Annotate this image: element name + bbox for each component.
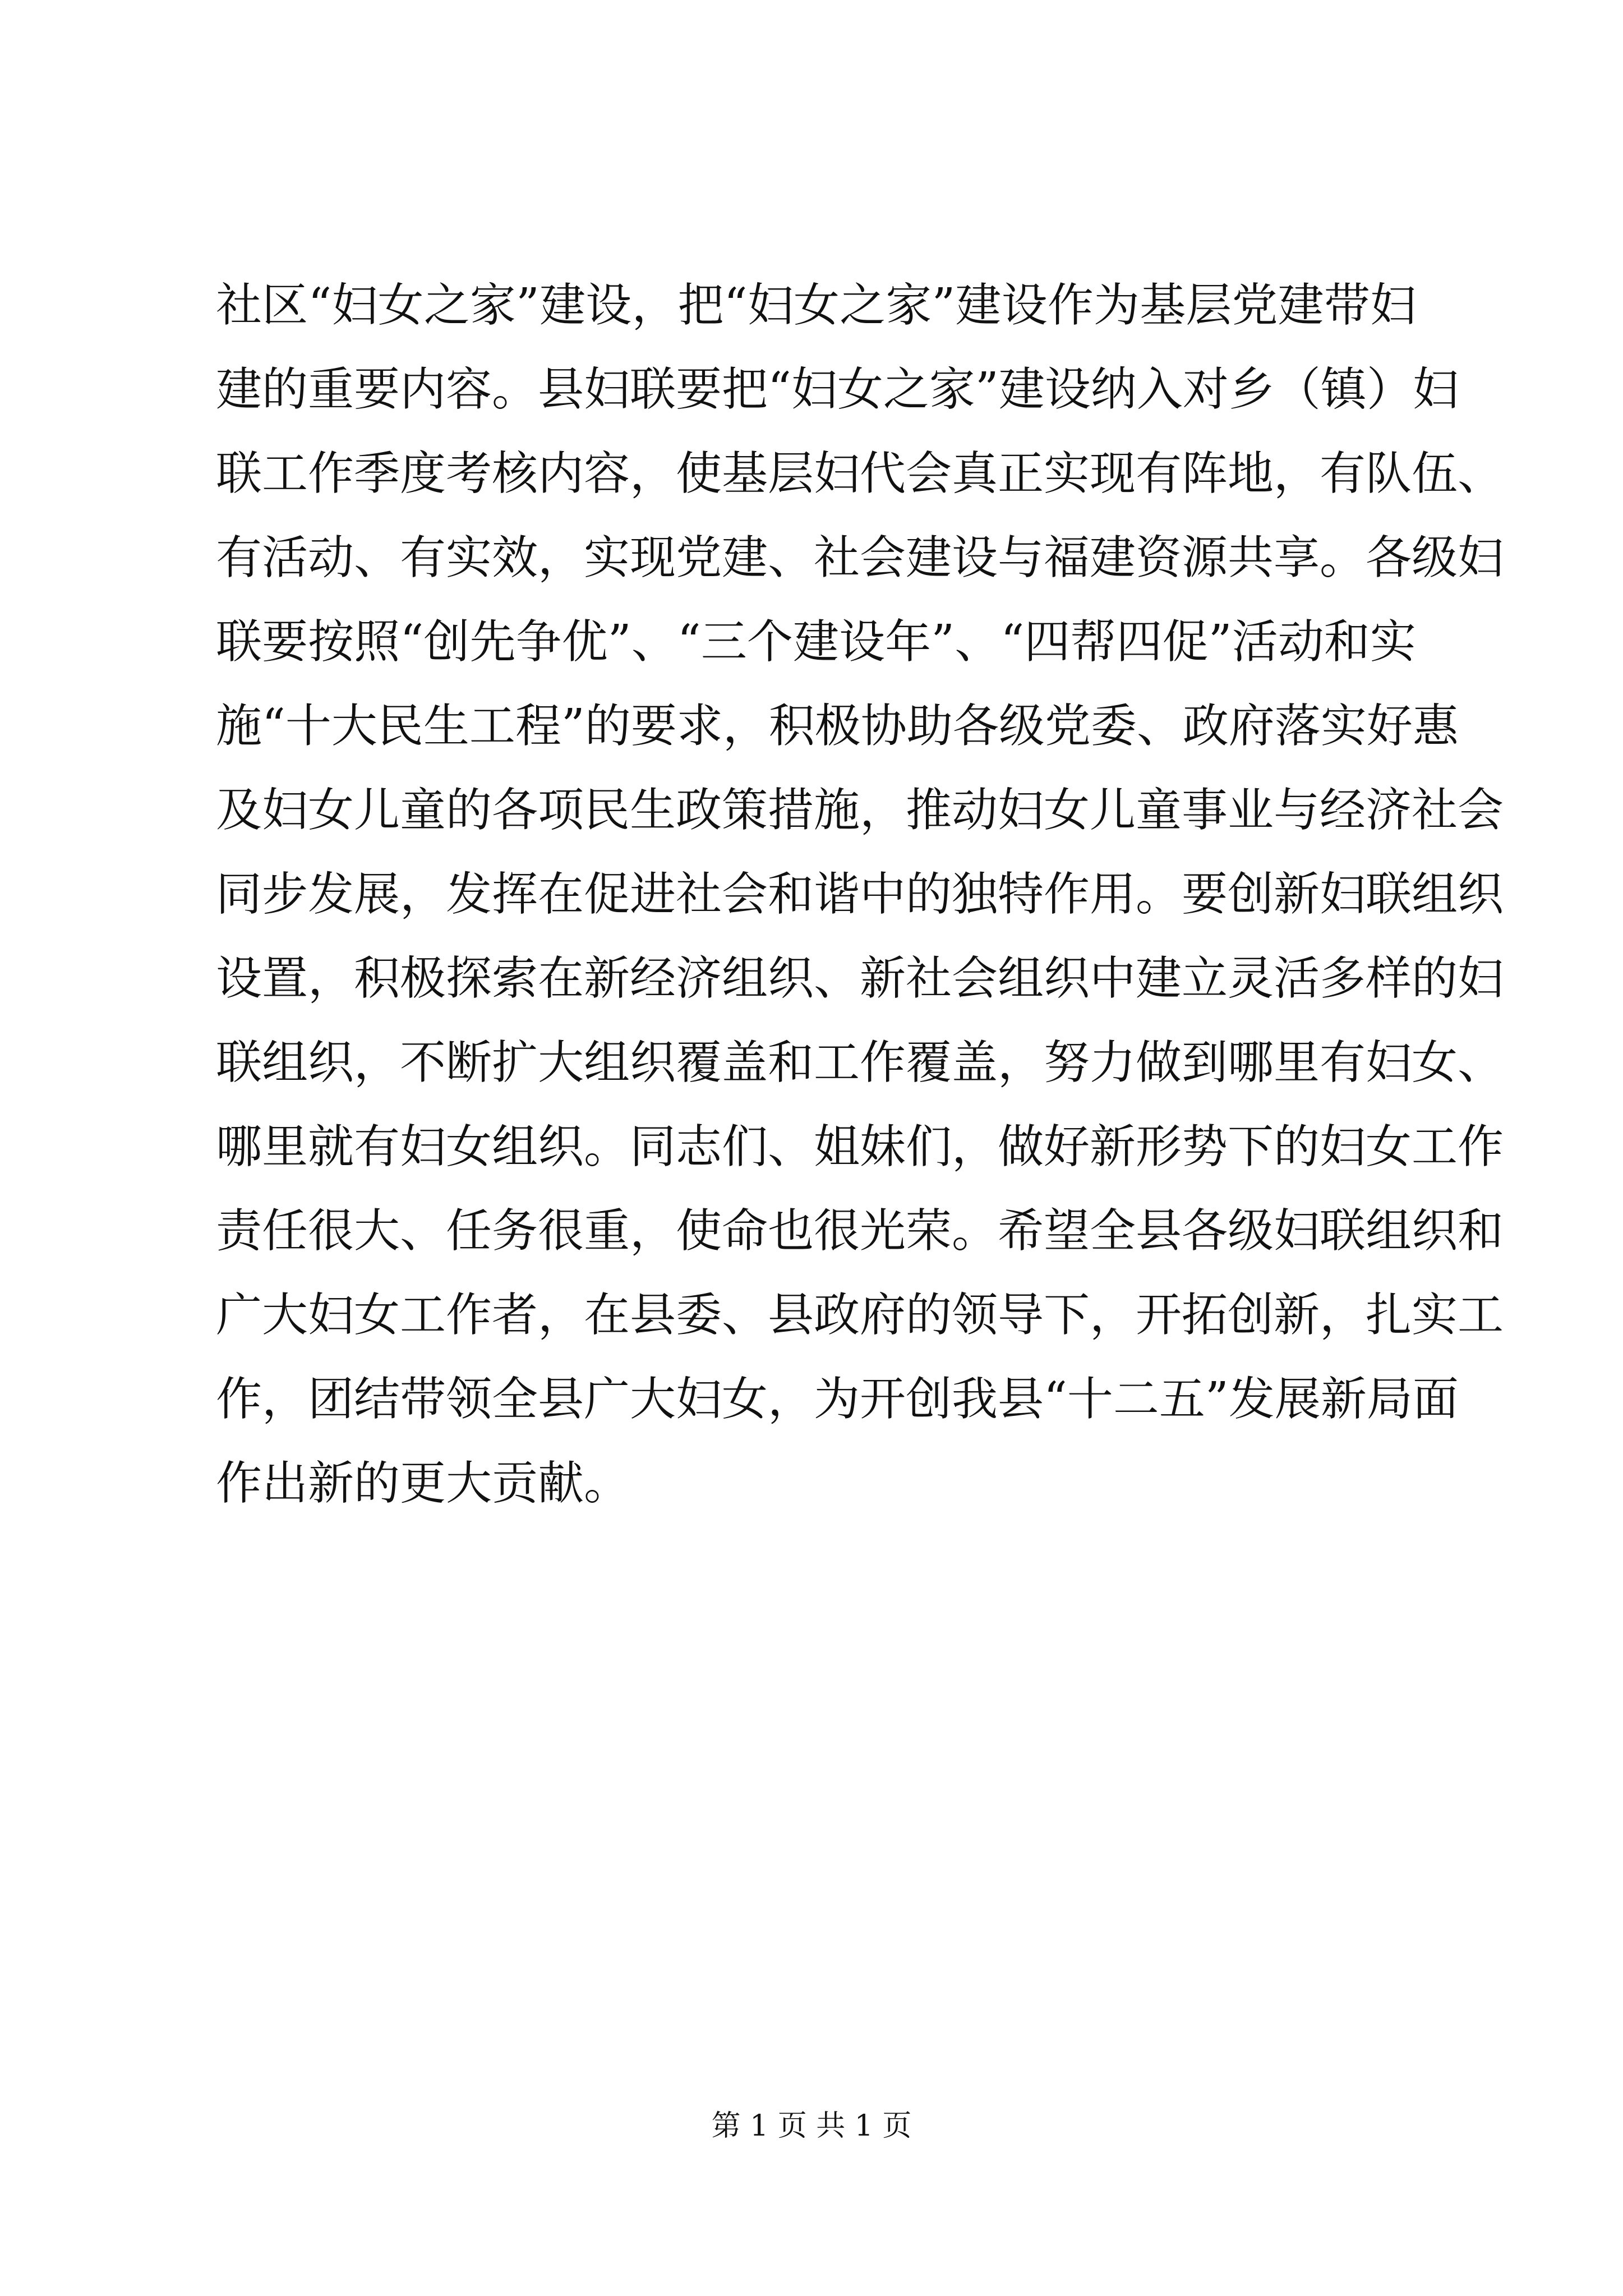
text-line: 有活动、有实效，实现党建、社会建设与福建资源共享。各级妇 bbox=[216, 531, 1504, 585]
body-paragraph bbox=[216, 264, 1504, 1526]
page-number-footer: 第 1 页 共 1 页 bbox=[711, 2109, 912, 2143]
text-line: 施“十大民生工程”的要求，积极协助各级党委、政府落实好惠 bbox=[216, 700, 1459, 753]
text-line: 联要按照“创先争优”、“三个建设年”、“四帮四促”活动和实 bbox=[216, 615, 1416, 669]
text-line: 建的重要内容。县妇联要把“妇女之家”建设纳入对乡（镇）妇 bbox=[216, 363, 1459, 416]
text-line: 广大妇女工作者，在县委、县政府的领导下，开拓创新，扎实工 bbox=[216, 1289, 1504, 1342]
text-line: 作，团结带领全县广大妇女，为开创我县“十二五”发展新局面 bbox=[216, 1373, 1459, 1426]
text-line: 作出新的更大贡献。 bbox=[216, 1457, 630, 1510]
text-line: 责任很大、任务很重，使命也很光荣。希望全县各级妇联组织和 bbox=[216, 1204, 1504, 1258]
text-line: 联工作季度考核内容，使基层妇代会真正实现有阵地，有队伍、 bbox=[216, 447, 1504, 500]
text-line: 哪里就有妇女组织。同志们、姐妹们，做好新形势下的妇女工作 bbox=[216, 1120, 1504, 1174]
text-line: 同步发展，发挥在促进社会和谐中的独特作用。要创新妇联组织 bbox=[216, 868, 1504, 921]
text-line: 联组织，不断扩大组织覆盖和工作覆盖，努力做到哪里有妇女、 bbox=[216, 1036, 1504, 1089]
text-line: 设置，积极探索在新经济组织、新社会组织中建立灵活多样的妇 bbox=[216, 952, 1504, 1005]
text-line: 社区“妇女之家”建设，把“妇女之家”建设作为基层党建带妇 bbox=[216, 279, 1416, 332]
text-line: 及妇女儿童的各项民生政策措施，推动妇女儿童事业与经济社会 bbox=[216, 784, 1504, 837]
